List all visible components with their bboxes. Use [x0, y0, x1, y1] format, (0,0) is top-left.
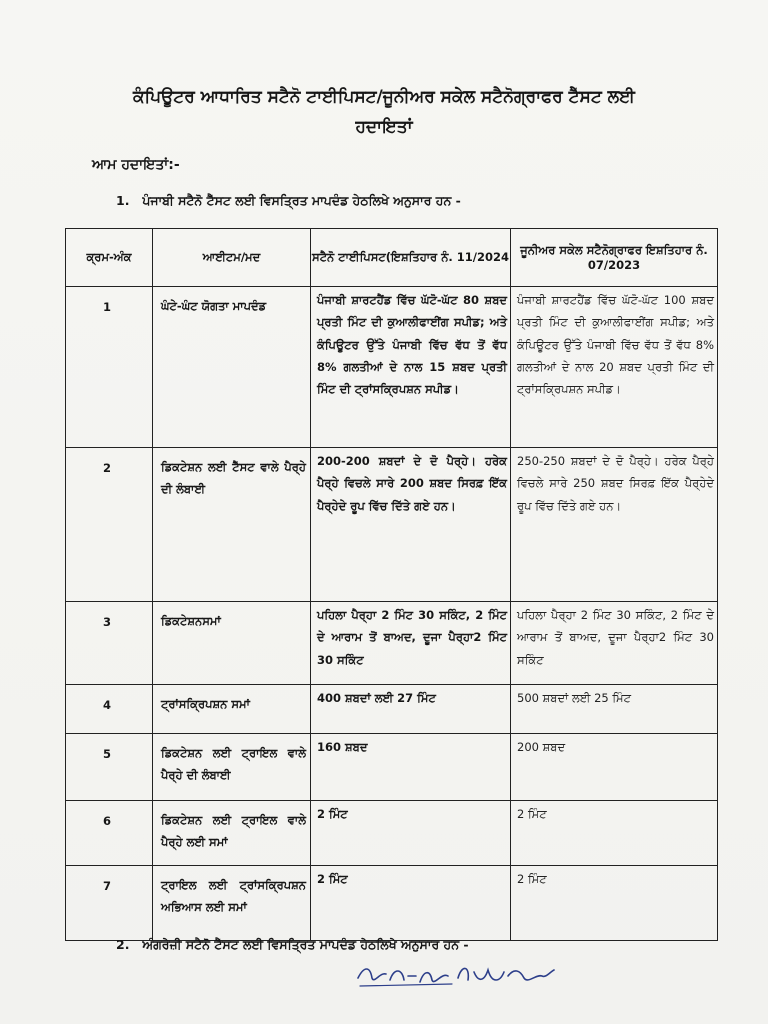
header-junior-scale: ਜੂਨੀਅਰ ਸਕੇਲ ਸਟੈਨੋਗ੍ਰਾਫਰ ਇਸ਼ਤਿਹਾਰ ਨੰ. 07/2023	[511, 229, 718, 287]
row-number: 7	[102, 879, 111, 893]
row-steno-typist-value: 2 ਮਿੰਟ	[317, 872, 348, 886]
row-item: ਡਿਕਟੇਸ਼ਨ ਲਈ ਟ੍ਰਾਇਲ ਵਾਲੇ ਪੈਰ੍ਹੇ ਲਈ ਸਮਾਂ	[161, 813, 306, 850]
table-row	[66, 602, 718, 685]
row-number: 5	[102, 747, 111, 761]
table-row	[66, 734, 718, 801]
row-number: 4	[102, 698, 111, 712]
table-row	[66, 287, 718, 448]
row-item: ਡਿਕਟੇਸ਼ਨ ਲਈ ਟ੍ਰਾਇਲ ਵਾਲੇ ਪੈਰ੍ਹੇ ਦੀ ਲੰਬਾਈ	[161, 746, 306, 783]
row-steno-typist-value: 400 ਸ਼ਬਦਾਂ ਲਈ 27 ਮਿੰਟ	[317, 691, 436, 705]
row-junior-scale-value: 250-250 ਸ਼ਬਦਾਂ ਦੇ ਦੋ ਪੈਰ੍ਹੇ। ਹਰੇਕ ਪੈਰ੍ਹੇ ਵਿਚਲੇ ਸਾਰੇ 250 ਸ਼ਬਦ ਸਿਰਫ਼ ਇੱਕ ਪੈਰ੍ਹੇਦੇ ਰੂਪ ਵਿੱਚ ਦਿੱਤੇ ਗਏ ਹਨ।	[517, 454, 714, 513]
row-number: 6	[102, 814, 111, 828]
row-junior-scale-value: ਪਹਿਲਾ ਪੈਰ੍ਹਾ 2 ਮਿੰਟ 30 ਸਕਿੰਟ, 2 ਮਿੰਟ ਦੇ ਆਰਾਮ ਤੋਂ ਬਾਅਦ, ਦੂਜਾ ਪੈਰ੍ਹਾ2 ਮਿੰਟ 30 ਸਕਿੰਟ	[517, 608, 714, 667]
point-1-number: 1.	[116, 193, 130, 208]
row-item: ਟ੍ਰਾਂਸਕ੍ਰਿਪਸ਼ਨ ਸਮਾਂ	[161, 697, 250, 711]
row-junior-scale-value: 2 ਮਿੰਟ	[517, 807, 547, 821]
row-steno-typist-value: ਪੰਜਾਬੀ ਸ਼ਾਰਟਹੈਂਡ ਵਿੱਚ ਘੱਟੋ-ਘੱਟ 80 ਸ਼ਬਦ ਪ੍ਰਤੀ ਮਿੰਟ ਦੀ ਕੁਆਲੀਫਾਈਂਗ ਸਪੀਡ; ਅਤੇ ਕੰਪਿਊਟਰ ਉੱਤੇ ਪੰਜਾਬੀ ਵਿੱਚ ਵੱਧ ਤੋਂ ਵੱਧ 8% ਗਲਤੀਆਂ ਦੇ ਨਾਲ 15 ਸ਼ਬਦ ਪ੍ਰਤੀ ਮਿੰਟ ਦੀ ਟ੍ਰਾਂਸਕ੍ਰਿਪਸ਼ਨ ਸਪੀਡ।	[317, 293, 507, 397]
signature-scribble	[354, 958, 558, 992]
row-number: 2	[102, 461, 111, 475]
row-number: 3	[102, 615, 111, 629]
table-row	[66, 685, 718, 734]
title-line-2: ਹਦਾਇਤਾਂ	[355, 117, 413, 137]
table-row	[66, 866, 718, 941]
header-item: ਆਈਟਮ/ਮਦ	[153, 229, 311, 287]
table-header-row	[66, 229, 718, 287]
point-2	[116, 937, 469, 953]
row-steno-typist-value: 2 ਮਿੰਟ	[317, 807, 348, 821]
row-junior-scale-value: ਪੰਜਾਬੀ ਸ਼ਾਰਟਹੈਂਡ ਵਿੱਚ ਘੱਟੋ-ਘੱਟ 100 ਸ਼ਬਦ ਪ੍ਰਤੀ ਮਿੰਟ ਦੀ ਕੁਆਲੀਫਾਈਂਗ ਸਪੀਡ; ਅਤੇ ਕੰਪਿਊਟਰ ਉੱਤੇ ਪੰਜਾਬੀ ਵਿੱਚ ਵੱਧ ਤੋਂ ਵੱਧ 8% ਗਲਤੀਆਂ ਦੇ ਨਾਲ 20 ਸ਼ਬਦ ਪ੍ਰਤੀ ਮਿੰਟ ਦੀ ਟ੍ਰਾਂਸਕ੍ਰਿਪਸ਼ਨ ਸਪੀਡ।	[517, 293, 714, 397]
point-1	[116, 193, 461, 209]
row-steno-typist-value: 200-200 ਸ਼ਬਦਾਂ ਦੇ ਦੋ ਪੈਰ੍ਹੇ। ਹਰੇਕ ਪੈਰ੍ਹੇ ਵਿਚਲੇ ਸਾਰੇ 200 ਸ਼ਬਦ ਸਿਰਫ਼ ਇੱਕ ਪੈਰ੍ਹੇਦੇ ਰੂਪ ਵਿੱਚ ਦਿੱਤੇ ਗਏ ਹਨ।	[317, 454, 507, 513]
title-line-1: ਕੰਪਿਊਟਰ ਆਧਾਰਿਤ ਸਟੈਨੋ ਟਾਈਪਿਸਟ/ਜੂਨੀਅਰ ਸਕੇਲ ਸਟੈਨੋਗ੍ਰਾਫਰ ਟੈੱਸਟ ਲਈ	[133, 87, 635, 107]
row-junior-scale-value: 500 ਸ਼ਬਦਾਂ ਲਈ 25 ਮਿੰਟ	[517, 691, 631, 705]
point-2-number: 2.	[116, 937, 130, 952]
handwritten-signature	[354, 958, 558, 992]
header-steno-typist: ਸਟੈਨੋ ਟਾਈਪਿਸਟ(ਇਸ਼ਤਿਹਾਰ ਨੰ. 11/2024	[311, 229, 511, 287]
row-junior-scale-value: 2 ਮਿੰਟ	[517, 872, 547, 886]
row-item: ਡਿਕਟੇਸ਼ਨ ਲਈ ਟੈੱਸਟ ਵਾਲੇ ਪੈਰ੍ਹੇ ਦੀ ਲੰਬਾਈ	[161, 460, 306, 497]
row-steno-typist-value: ਪਹਿਲਾ ਪੈਰ੍ਹਾ 2 ਮਿੰਟ 30 ਸਕਿੰਟ, 2 ਮਿੰਟ ਦੇ ਆਰਾਮ ਤੋਂ ਬਾਅਦ, ਦੂਜਾ ਪੈਰ੍ਹਾ2 ਮਿੰਟ 30 ਸਕਿੰਟ	[317, 608, 507, 667]
general-instructions-heading: ਆਮ ਹਦਾਇਤਾਂ:-	[92, 157, 180, 173]
point-1-text: ਪੰਜਾਬੀ ਸਟੈਨੋ ਟੈੱਸਟ ਲਈ ਵਿਸਤ੍ਰਿਤ ਮਾਪਦੰਡ ਹੇਠਲਿਖੇ ਅਨੁਸਾਰ ਹਨ -	[142, 193, 461, 208]
row-junior-scale-value: 200 ਸ਼ਬਦ	[517, 740, 566, 754]
point-2-text: ਅੰਗਰੇਜ਼ੀ ਸਟੈਨੋ ਟੈੱਸਟ ਲਈ ਵਿਸਤ੍ਰਿਤ ਮਾਪਦੰਡ ਹੇਠਲਿਖੇ ਅਨੁਸਾਰ ਹਨ -	[142, 937, 469, 952]
row-item: ਘੰਟੇ-ਘੰਟ ਯੋਗਤਾ ਮਾਪਦੰਡ	[161, 299, 267, 313]
document-title	[40, 82, 728, 142]
row-item: ਟ੍ਰਾਇਲ ਲਈ ਟ੍ਰਾਂਸਕ੍ਰਿਪਸ਼ਨ ਅਭਿਆਸ ਲਈ ਸਮਾਂ	[161, 878, 306, 915]
row-steno-typist-value: 160 ਸ਼ਬਦ	[317, 740, 368, 754]
row-item: ਡਿਕਟੇਸ਼ਨਸਮਾਂ	[161, 614, 221, 628]
table-row	[66, 448, 718, 602]
criteria-table	[65, 228, 718, 941]
row-number: 1	[102, 300, 111, 314]
table-row	[66, 801, 718, 866]
header-serial-no: ਕ੍ਰਮ-ਅੰਕ	[66, 229, 153, 287]
